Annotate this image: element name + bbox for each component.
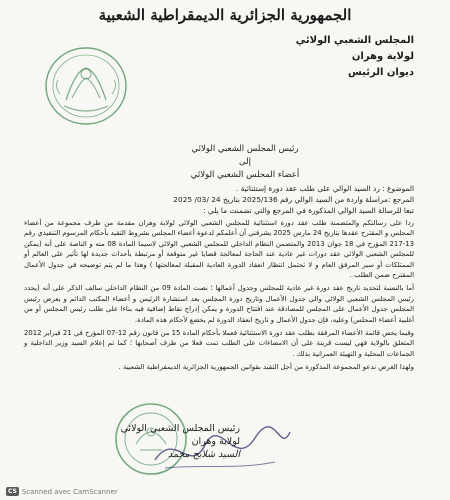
subject-block — [74, 183, 414, 216]
camscanner-logo-icon: CS — [8, 488, 17, 495]
letter-body — [24, 218, 414, 376]
subject-line: الموضوع : رد السيد الوالي على طلب عقد دورة إستثنائية . — [235, 184, 414, 193]
scanner-watermark — [6, 487, 118, 496]
official-seal-emblem — [36, 40, 136, 130]
intro-line: تبعا للرسالة السيد الوالي المذكورة في المرجع والتي تضمنت ما يلي : — [203, 206, 414, 215]
sender-council: المجلس الشعبي الولائي — [295, 35, 414, 46]
body-paragraph-1: ردا على رسالتكم والمتضمنة طلب عقد دورة استثنائية للمجلس الشعبي الولائي لولاية وهران مقدمة من طرف مجموعة من أعضاء المجلس و المقترح عقدها بتاريخ 24 مارس 2025 يشرفني أن أعلمكم لدعوة أعضاء المجلس بشروط التقيد بأحكام المرسوم التنفيذي رقم 13-217 المؤرخ في 18 جوان 2013 والمتضمن النظام الداخلي للمجلس الشعبي الولائي لاسيما المادة 08 منه و الناصة على أنه (يمكن للمجلس الشعبي الولائي عقد دورات غير عادية عند الحاجة لمعالجة قضايا غير متوقعة أو مرتبطة بأحداث جديدة لها تأثير على العالم أو الممتلكات أو سير المرفق العام و لا تحتمل انتظار انعقاد الدورة العادية المقبلة لمعالجتها ) وهذا ما لم يتم توضيحه في جدول الأعمال المقترح ضمن الطلب . — [23, 219, 414, 280]
recipient-block — [150, 143, 340, 182]
body-paragraph-3: وفيما يخص قائمة الأعضاء المرفقة بطلب عقد دورة الاستثنائية فعملا بأحكام المادة 15 من قانون رقم 12-07 المؤرخ في 21 فبراير 2012 المتعلق بالولاية فهي ليست قرينة على أن الامضاءات على الطلب تمت فعلا من طرف أصحابها ؛ كما تم إعلام السيد وزير الداخلية و الجماعات المحلية و التهيئة العمرانية بذلك . — [24, 329, 414, 358]
scanner-watermark-text: Scanned avec CamScanner — [21, 487, 118, 496]
document-header-title: الجمهورية الجزائرية الديمقراطية الشعبية — [98, 6, 352, 24]
sender-office: ديوان الرئيس — [348, 67, 414, 78]
recipient-to: أعضاء المجلس الشعبي الولائي — [190, 170, 300, 180]
body-paragraph-4: ولهذا الغرض ندعو المجموعة المذكورة من أجل التقيد بقوانين الجمهورية الجزائرية الديمقراطية الشعبية . — [118, 363, 414, 372]
recipient-to-word: إلى — [238, 157, 252, 167]
signatory-name: السيد شلابح محمد — [167, 449, 240, 460]
recipient-from: رئيس المجلس الشعبي الولائي — [191, 144, 299, 154]
signature-block — [110, 422, 240, 461]
signatory-wilaya: لولاية وهران — [191, 436, 240, 447]
sender-wilaya: لولاية وهران — [351, 51, 414, 62]
body-paragraph-2: أما بالنسبة لتحديد تاريخ عقد دورة غير عادية للمجلس وجدول أعمالها ؛ نصت المادة 09 من النظام الداخلي سالف الذكر على أنه (يحدد رئيس المجلس الشعبي الولائي والي جدول الأعمال وتاريخ دورة المجلس بعد استشارة الرئيس و أعضاء المكتب الدائم و يعرض رئيس المجلس جدول الأعمال على المجلس للمصادقة عند افتتاح الدورة و يمكن إدراج نقاط إضافية فيه بناءا على طلب رئيس المجلس أو من أغلبية أعضاء المجلس) وعليه، فإن جدول الأعمال و تاريخ انعقاد الدورة لم يخضع لأحكام هذه المادة. — [24, 284, 414, 324]
reference-line: المرجع :مراسلة واردة من السيد الوالي رقم 2025/136 بتاريخ 24 /03/ 2025 — [173, 195, 414, 204]
signatory-title: رئيس المجلس الشعبي الولائي — [120, 423, 240, 434]
sender-block — [274, 33, 414, 81]
